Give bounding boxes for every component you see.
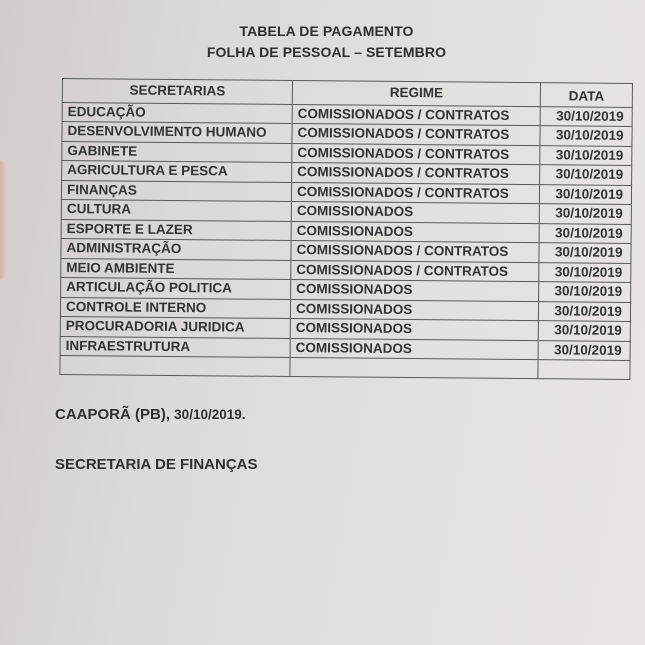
cell-regime [290,358,538,379]
cell-secretaria: FINANÇAS [61,180,291,202]
payment-table [59,78,633,380]
cell-secretaria: AGRICULTURA E PESCA [62,161,292,183]
cell-regime: COMISSIONADOS [291,202,539,224]
cell-secretaria: INFRAESTRUTURA [60,336,290,358]
cell-data: 30/10/2019 [540,126,632,146]
table-row-empty [60,355,630,379]
city-label: CAAPORÃ (PB), [55,406,170,423]
cell-secretaria: MEIO AMBIENTE [61,258,291,280]
cell-secretaria: ARTICULAÇÃO POLITICA [61,277,291,299]
cell-secretaria: DESENVOLVIMENTO HUMANO [62,122,292,144]
cell-secretaria [60,355,290,376]
document-title: TABELA DE PAGAMENTO [239,23,414,39]
document-subtitle: FOLHA DE PESSOAL – SETEMBRO [206,44,447,60]
cell-secretaria: ESPORTE E LAZER [61,219,291,241]
cell-data: 30/10/2019 [539,223,631,243]
cell-regime: COMISSIONADOS [290,299,538,321]
cell-data: 30/10/2019 [540,106,632,126]
date-label: 30/10/2019. [174,407,246,422]
cell-secretaria: ADMINISTRAÇÃO [61,238,291,260]
cell-data: 30/10/2019 [539,262,631,282]
cell-data: 30/10/2019 [538,321,630,341]
cell-data: 30/10/2019 [540,165,632,185]
cell-secretaria: GABINETE [62,141,292,163]
header-data: DATA [540,83,632,107]
cell-regime: COMISSIONADOS / CONTRATOS [291,182,539,204]
cell-data: 30/10/2019 [539,204,631,224]
cell-data: 30/10/2019 [539,282,631,302]
finger-edge [0,160,6,280]
cell-regime: COMISSIONADOS [290,319,538,341]
cell-regime: COMISSIONADOS / CONTRATOS [291,241,539,263]
place-and-date [55,406,246,423]
cell-regime: COMISSIONADOS [291,280,539,302]
cell-secretaria: CULTURA [61,199,291,221]
cell-regime: COMISSIONADOS [291,221,539,243]
cell-data: 30/10/2019 [538,340,630,360]
cell-secretaria: CONTROLE INTERNO [60,297,290,319]
cell-data [538,360,630,380]
payment-table-container [59,78,632,380]
cell-regime: COMISSIONADOS / CONTRATOS [292,163,540,185]
cell-data: 30/10/2019 [538,301,630,321]
cell-regime: COMISSIONADOS / CONTRATOS [291,260,539,282]
cell-data: 30/10/2019 [540,145,632,165]
cell-secretaria: EDUCAÇÃO [62,102,292,124]
cell-regime: COMISSIONADOS / CONTRATOS [292,143,540,165]
cell-data: 30/10/2019 [539,243,631,263]
cell-regime: COMISSIONADOS [290,338,538,360]
cell-regime: COMISSIONADOS / CONTRATOS [292,104,540,126]
cell-data: 30/10/2019 [539,184,631,204]
cell-regime: COMISSIONADOS / CONTRATOS [292,124,540,146]
header-secretarias: SECRETARIAS [62,79,292,105]
cell-secretaria: PROCURADORIA JURIDICA [60,316,290,338]
department-signature: SECRETARIA DE FINANÇAS [55,456,258,473]
header-regime: REGIME [292,81,540,107]
